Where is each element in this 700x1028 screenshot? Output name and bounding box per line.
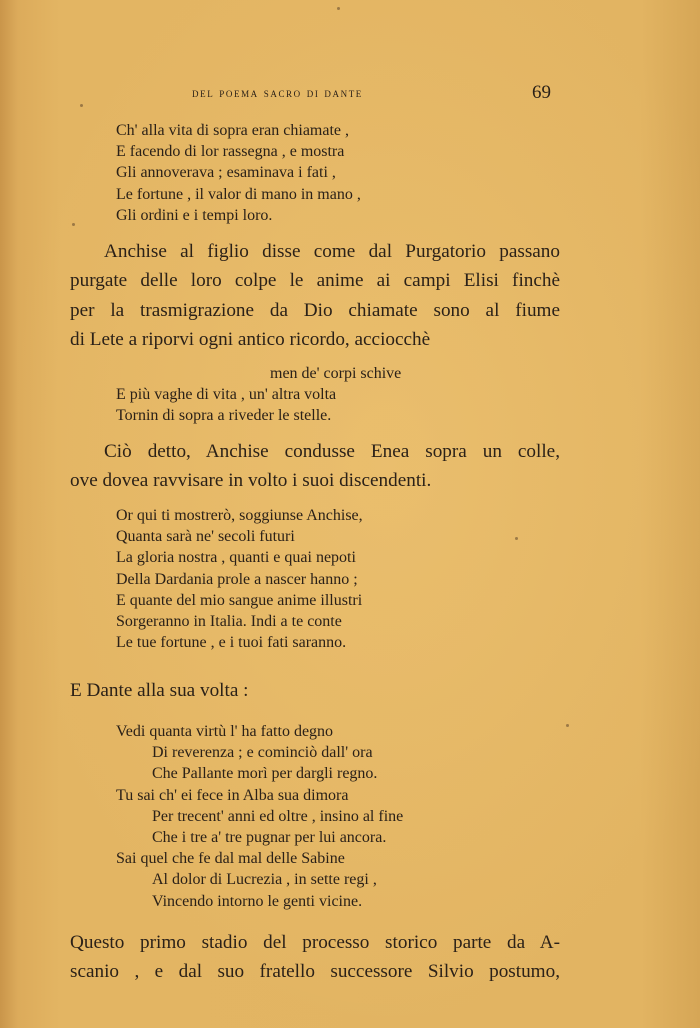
verse-line: E più vaghe di vita , un' altra volta (116, 386, 337, 404)
running-title: del poema sacro di dante (192, 85, 363, 100)
verse-line: Le fortune , il valor di mano in mano , (116, 185, 361, 203)
paragraph-line: Questo primo stadio del processo storico parte da A- (70, 932, 560, 953)
verse-line: Tu sai ch' ei fece in Alba sua dimora (116, 786, 349, 804)
verse-line: Ch' alla vita di sopra eran chiamate , (116, 122, 350, 139)
verse-line: Quanta sarà ne' secoli futuri (116, 528, 295, 546)
verse-line: Or qui ti mostrerò, soggiunse Anchise, (116, 507, 363, 524)
page-number: 69 (532, 82, 551, 103)
verse-line: Della Dardania prole a nascer hanno ; (116, 570, 358, 588)
paper-speck (515, 537, 518, 540)
verse-line: Al dolor di Lucrezia , in sette regi , (152, 871, 377, 889)
verse-line: Gli ordini e i tempi loro. (116, 206, 273, 224)
paragraph-3 (70, 676, 560, 705)
verse-block-3 (116, 505, 363, 653)
verse-line: Vedi quanta virtù l' ha fatto degno (116, 723, 334, 740)
verse-line: E quante del mio sangue anime illustri (116, 591, 363, 609)
paper-speck (566, 724, 569, 727)
verse-line: Sorgeranno in Italia. Indi a te conte (116, 613, 342, 631)
paragraph-line: ove dovea ravvisare in volto i suoi discendenti. (70, 470, 432, 492)
verse-line: Per trecent' anni ed oltre , insino al fine (152, 807, 404, 825)
paragraph-4 (70, 928, 560, 987)
verse-line: Vincendo intorno le genti vicine. (152, 892, 363, 910)
paragraph-line: E Dante alla sua volta : (70, 680, 249, 701)
verse-line: E facendo di lor rassegna , e mostra (116, 143, 345, 161)
verse-line: Di reverenza ; e cominciò dall' ora (152, 744, 373, 762)
paragraph-line: per la trasmigrazione da Dio chiamate sono al fiume (70, 299, 560, 321)
paper-speck (80, 104, 83, 107)
paragraph-1 (70, 237, 560, 355)
paragraph-line: di Lete a riporvi ogni antico ricordo, acciocchè (70, 329, 431, 351)
verse-line: men de' corpi schive (270, 365, 402, 382)
verse-line: Sai quel che fe dal mal delle Sabine (116, 850, 345, 868)
verse-block-4 (116, 721, 403, 912)
verse-line: La gloria nostra , quanti e quai nepoti (116, 549, 356, 567)
verse-line: Le tue fortune , e i tuoi fati saranno. (116, 634, 347, 652)
verse-line: Tornin di sopra a riveder le stelle. (116, 407, 332, 425)
paragraph-line: Anchise al figlio disse come dal Purgatorio passano (104, 241, 560, 262)
verse-block-1 (116, 120, 361, 226)
verse-block-2 (116, 363, 401, 427)
verse-line: Gli annoverava ; esaminava i fati , (116, 164, 336, 182)
paragraph-line: Ciò detto, Anchise condusse Enea sopra un colle, (104, 441, 560, 462)
paragraph-line: scanio , e dal suo fratello successore Silvio postumo, (70, 961, 560, 983)
paper-speck (337, 7, 340, 10)
verse-line: Che i tre a' tre pugnar per lui ancora. (152, 829, 387, 847)
paper-speck (72, 223, 75, 226)
paragraph-2 (70, 437, 560, 496)
paragraph-line: purgate delle loro colpe le anime ai campi Elisi finchè (70, 270, 560, 292)
verse-line: Che Pallante morì per dargli regno. (152, 765, 378, 783)
page-header (0, 82, 700, 106)
